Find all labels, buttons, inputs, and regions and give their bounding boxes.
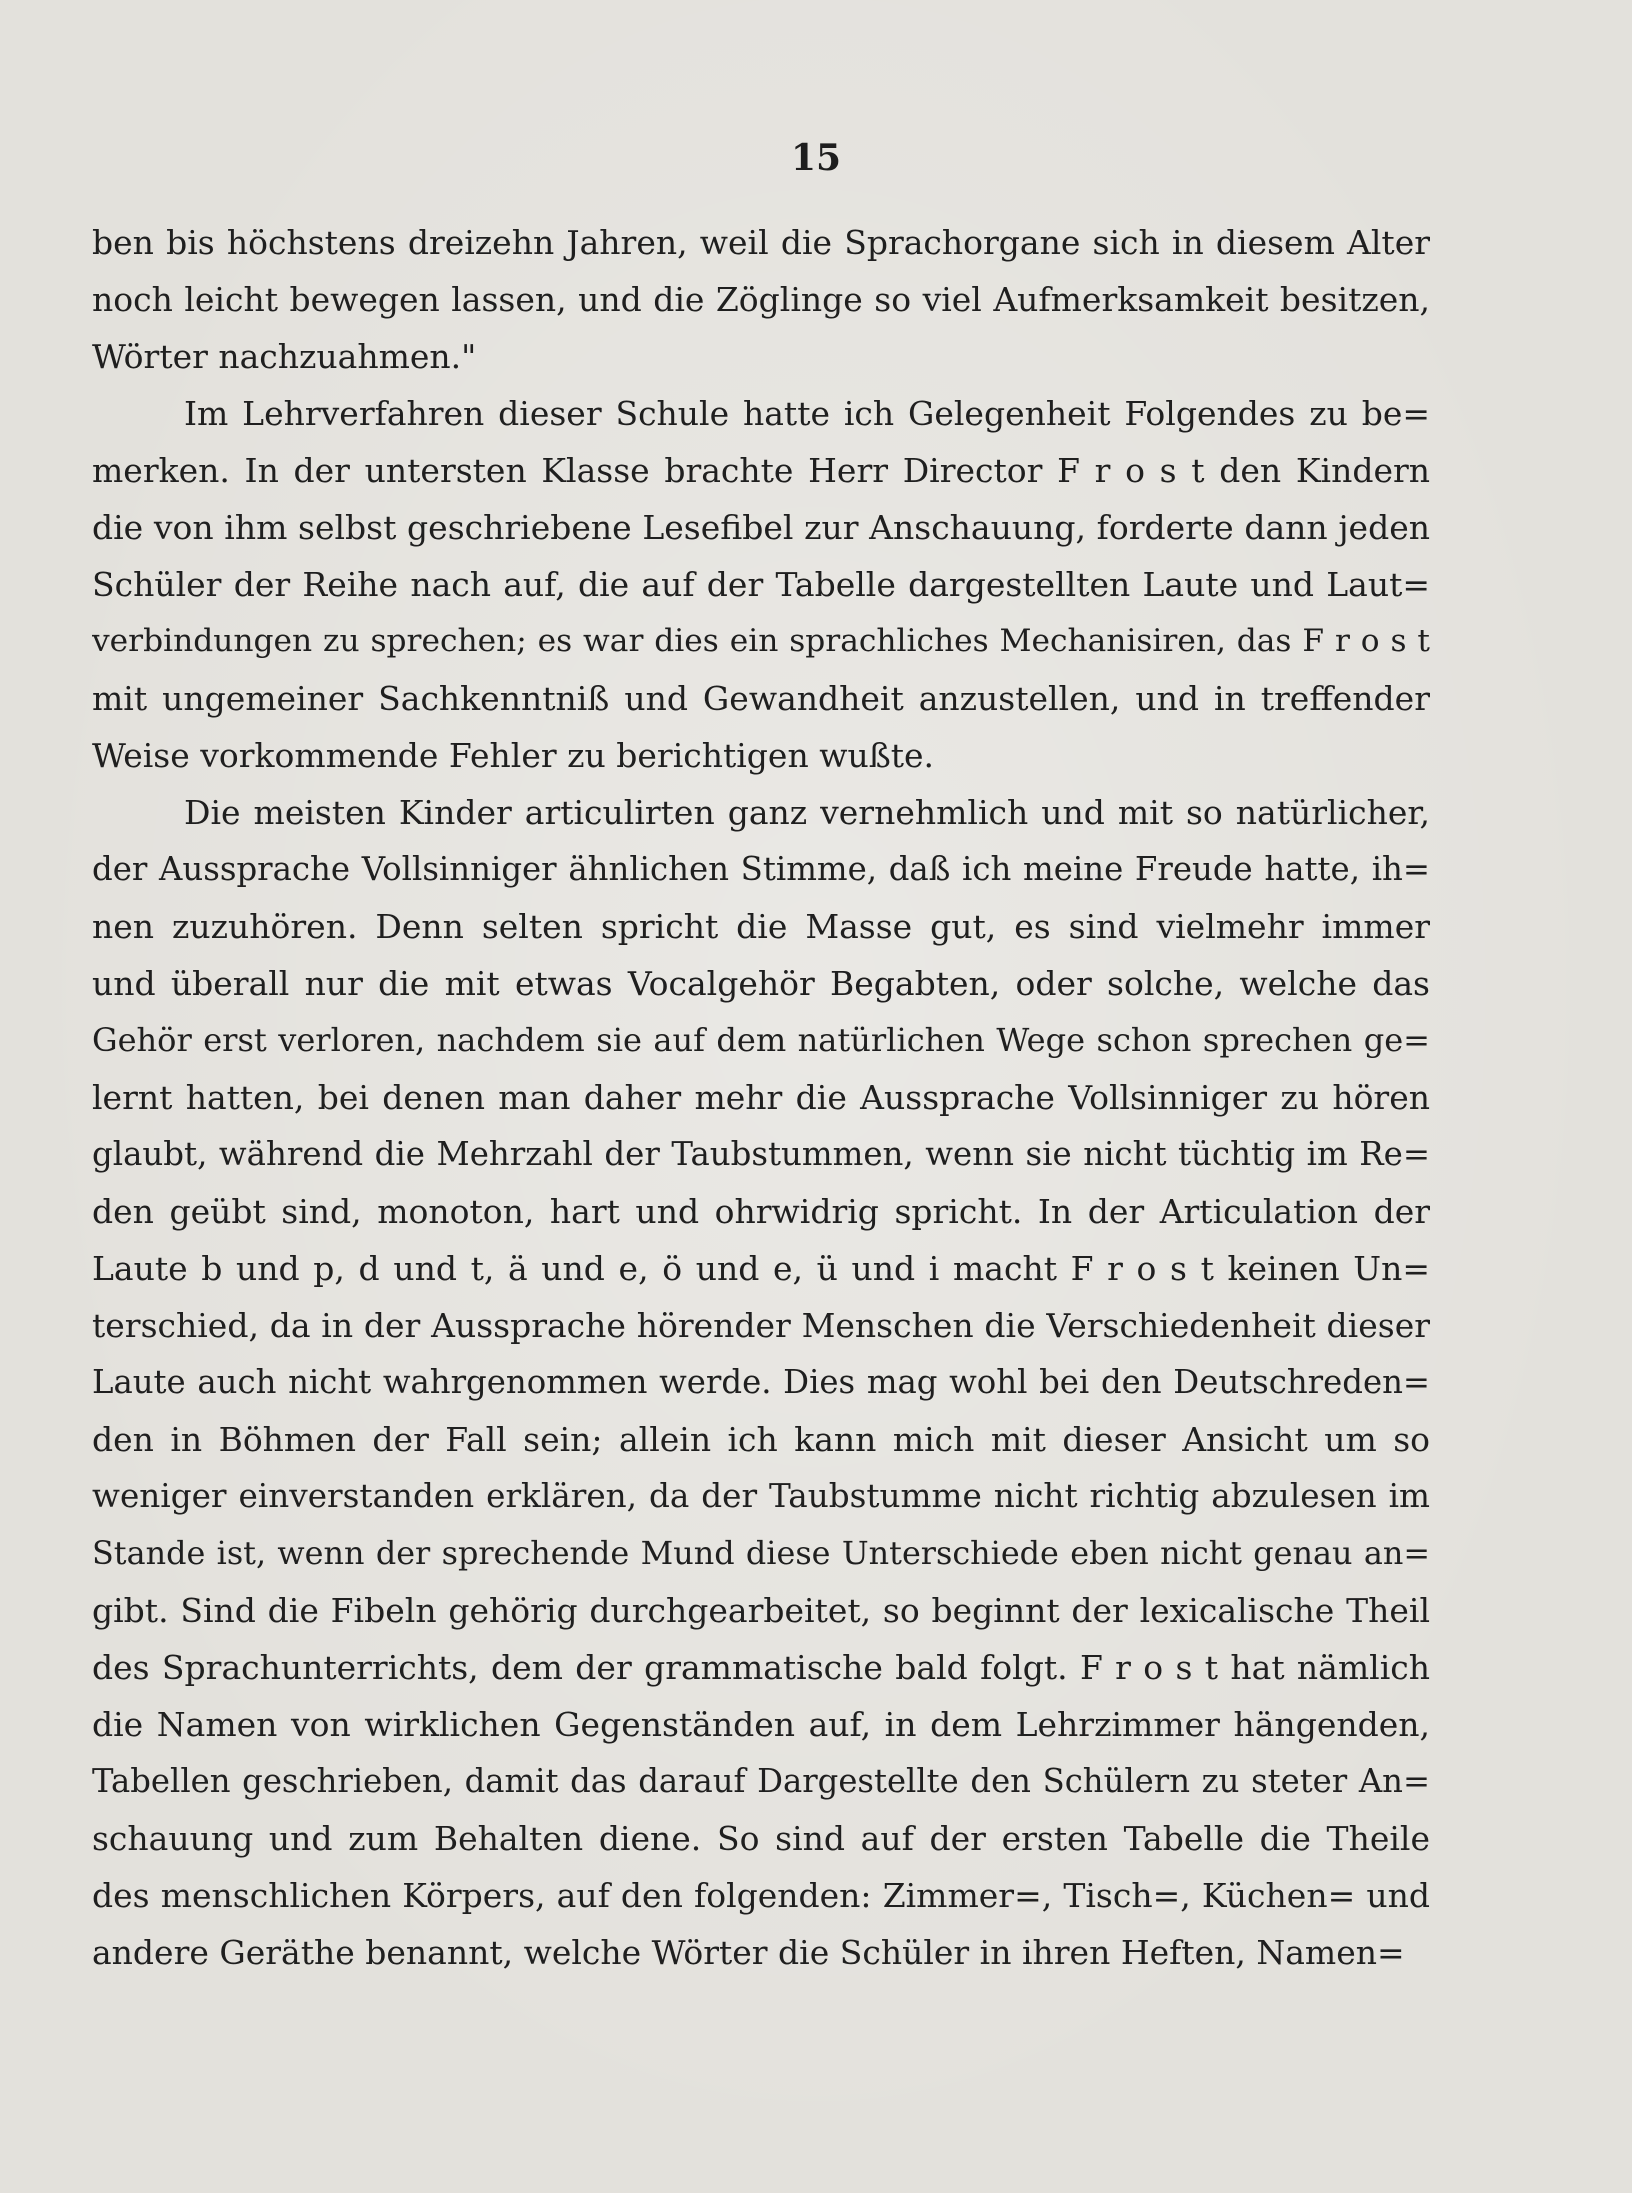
- text-line: lernt hatten, bei denen man daher mehr die Aussprache Vollsinniger zu hören: [92, 1078, 1430, 1117]
- text-line: Wörter nachzuahmen.": [92, 337, 477, 376]
- text-line: mit ungemeiner Sachkenntniß und Gewandheit anzustellen, und in treffender: [92, 679, 1430, 718]
- text-line: die von ihm selbst geschriebene Lesefibel zur Anschauung, forderte dann jeden: [92, 508, 1430, 547]
- text-line: Weise vorkommende Fehler zu berichtigen wußte.: [92, 736, 935, 775]
- text-line: nen zuzuhören. Denn selten spricht die Masse gut, es sind vielmehr immer: [92, 907, 1430, 946]
- text-line: Stande ist, wenn der sprechende Mund diese Unterschiede eben nicht genau an=: [92, 1534, 1430, 1572]
- text-line: glaubt, während die Mehrzahl der Taubstummen, wenn sie nicht tüchtig im Re=: [92, 1135, 1430, 1173]
- text-line: des Sprachunterrichts, dem der grammatische bald folgt. F r o s t hat nämlich: [92, 1648, 1430, 1687]
- text-line: Laute auch nicht wahrgenommen werde. Dies mag wohl bei den Deutschreden=: [92, 1363, 1430, 1401]
- text-line: der Aussprache Vollsinniger ähnlichen Stimme, daß ich meine Freude hatte, ih=: [92, 850, 1430, 888]
- text-line: und überall nur die mit etwas Vocalgehör Begabten, oder solche, welche das: [92, 964, 1430, 1003]
- paragraph: [92, 385, 1430, 784]
- text-line: gibt. Sind die Fibeln gehörig durchgearbeitet, so beginnt der lexicalische Theil: [92, 1591, 1430, 1630]
- page-number: 15: [790, 137, 842, 179]
- text-line: noch leicht bewegen lassen, und die Zöglinge so viel Aufmerksamkeit besitzen,: [92, 280, 1430, 319]
- text-line: merken. In der untersten Klasse brachte Herr Director F r o s t den Kindern: [92, 451, 1430, 490]
- text-line: ben bis höchstens dreizehn Jahren, weil die Sprachorgane sich in diesem Alter: [92, 223, 1430, 262]
- text-line: den in Böhmen der Fall sein; allein ich kann mich mit dieser Ansicht um so: [92, 1420, 1430, 1459]
- text-line: Im Lehrverfahren dieser Schule hatte ich Gelegenheit Folgendes zu be=: [184, 394, 1430, 433]
- text-line: andere Geräthe benannt, welche Wörter die Schüler in ihren Heften, Namen=: [92, 1933, 1405, 1972]
- text-line: die Namen von wirklichen Gegenständen auf, in dem Lehrzimmer hängenden,: [92, 1705, 1430, 1744]
- text-line: verbindungen zu sprechen; es war dies ein sprachliches Mechanisiren, das F r o s t: [92, 623, 1430, 659]
- text-line: Die meisten Kinder articulirten ganz vernehmlich und mit so natürlicher,: [184, 793, 1430, 832]
- text-line: schauung und zum Behalten diene. So sind auf der ersten Tabelle die Theile: [92, 1819, 1430, 1858]
- paragraph: [92, 214, 1430, 385]
- body-text: [92, 214, 1430, 1981]
- text-line: terschied, da in der Aussprache hörender Menschen die Verschiedenheit dieser: [92, 1306, 1430, 1345]
- text-line: Tabellen geschrieben, damit das darauf Dargestellte den Schülern zu steter An=: [92, 1762, 1430, 1800]
- text-line: den geübt sind, monoton, hart und ohrwidrig spricht. In der Articulation der: [92, 1192, 1430, 1231]
- text-line: weniger einverstanden erklären, da der Taubstumme nicht richtig abzulesen im: [92, 1477, 1430, 1515]
- text-line: Laute b und p, d und t, ä und e, ö und e, ü und i macht F r o s t keinen Un=: [92, 1249, 1430, 1288]
- paragraph: [92, 784, 1430, 1981]
- text-line: des menschlichen Körpers, auf den folgenden: Zimmer=, Tisch=, Küchen= und: [92, 1876, 1430, 1915]
- text-line: Schüler der Reihe nach auf, die auf der Tabelle dargestellten Laute und Laut=: [92, 565, 1430, 604]
- text-line: Gehör erst verloren, nachdem sie auf dem natürlichen Wege schon sprechen ge=: [92, 1021, 1430, 1059]
